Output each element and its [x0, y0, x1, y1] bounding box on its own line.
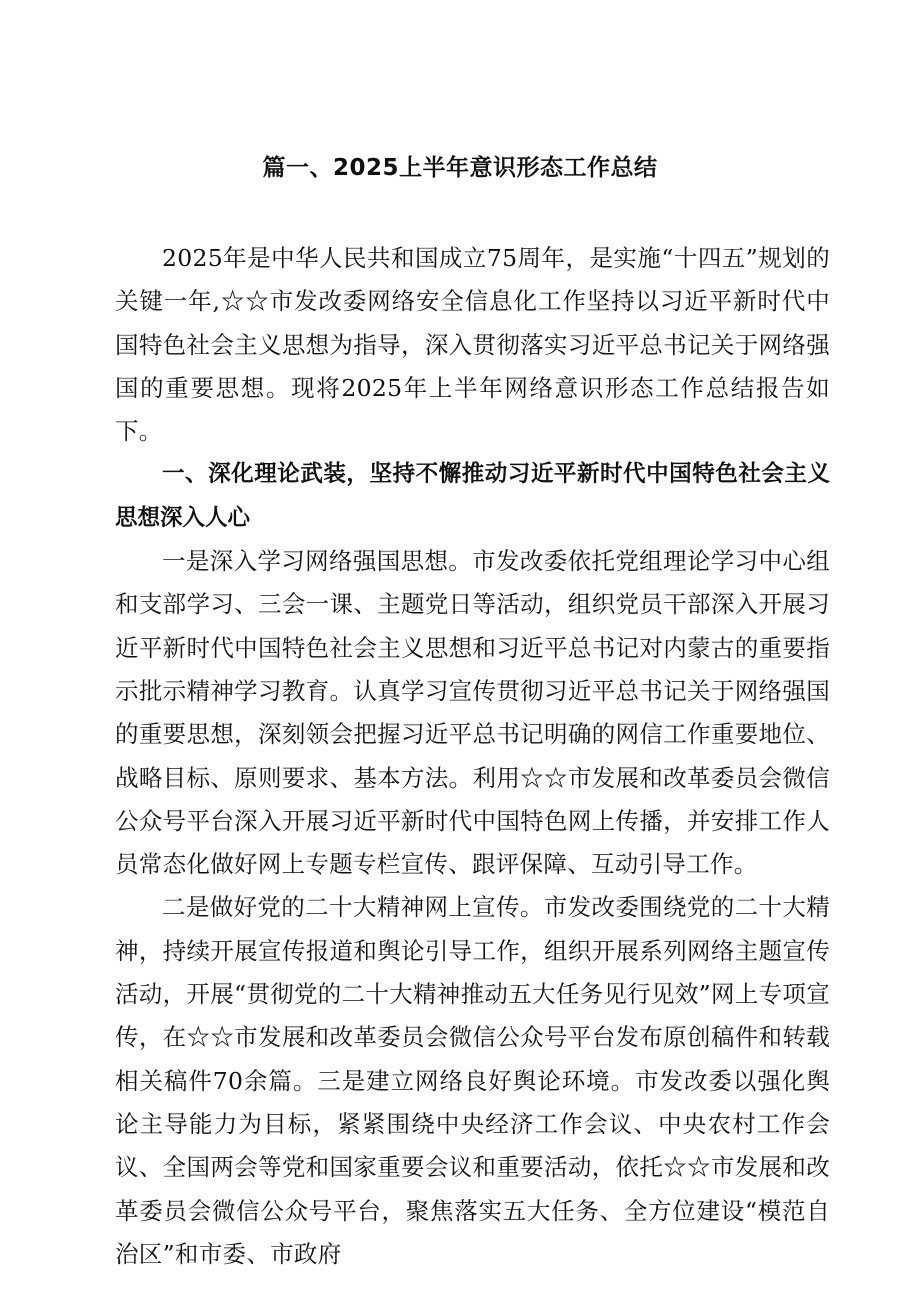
document-title: 篇一、2025上半年意识形态工作总结 [262, 155, 658, 181]
body-paragraph-1: 一是深入学习网络强国思想。市发改委依托党组理论学习中心组和支部学习、三会一课、主题党日等活动，组织党员干部深入开展习近平新时代中国特色社会主义思想和习近平总书记对内蒙古的重要指示批示精神学习教育。认真学习宣传贯彻习近平总书记关于网络强国的重要思想，深刻领会把握习近平总书记明确的网信工作重要地位、战略目标、原则要求、基本方法。利用☆☆市发展和改革委员会微信公众号平台深入开展习近平新时代中国特色网上传播，并安排工作人员常态化做好网上专题专栏宣传、跟评保障、互动引导工作。 [115, 547, 830, 879]
intro-paragraph: 2025年是中华人民共和国成立75周年，是实施“十四五”规划的关键一年,☆☆市发改委网络安全信息化工作坚持以习近平新时代中国特色社会主义思想为指导，深入贯彻落实习近平总书记关于网络强国的重要思想。现将2025年上半年网络意识形态工作总结报告如下。 [115, 244, 830, 446]
document-body [115, 237, 830, 1276]
body-paragraph-2: 二是做好党的二十大精神网上宣传。市发改委围绕党的二十大精神，持续开展宣传报道和舆论引导工作，组织开展系列网络主题宣传活动，开展“贯彻党的二十大精神推动五大任务见行见效”网上专项宣传，在☆☆市发展和改革委员会微信公众号平台发布原创稿件和转载相关稿件70余篇。三是建立网络良好舆论环境。市发改委以强化舆论主导能力为目标，紧紧围绕中央经济工作会议、中央农村工作会议、全国两会等党和国家重要会议和重要活动，依托☆☆市发展和改革委员会微信公众号平台，聚焦落实五大任务、全方位建设“模范自治区”和市委、市政府 [115, 893, 830, 1268]
section-heading-1: 一、深化理论武装，坚持不懈推动习近平新时代中国特色社会主义思想深入人心 [115, 461, 830, 531]
